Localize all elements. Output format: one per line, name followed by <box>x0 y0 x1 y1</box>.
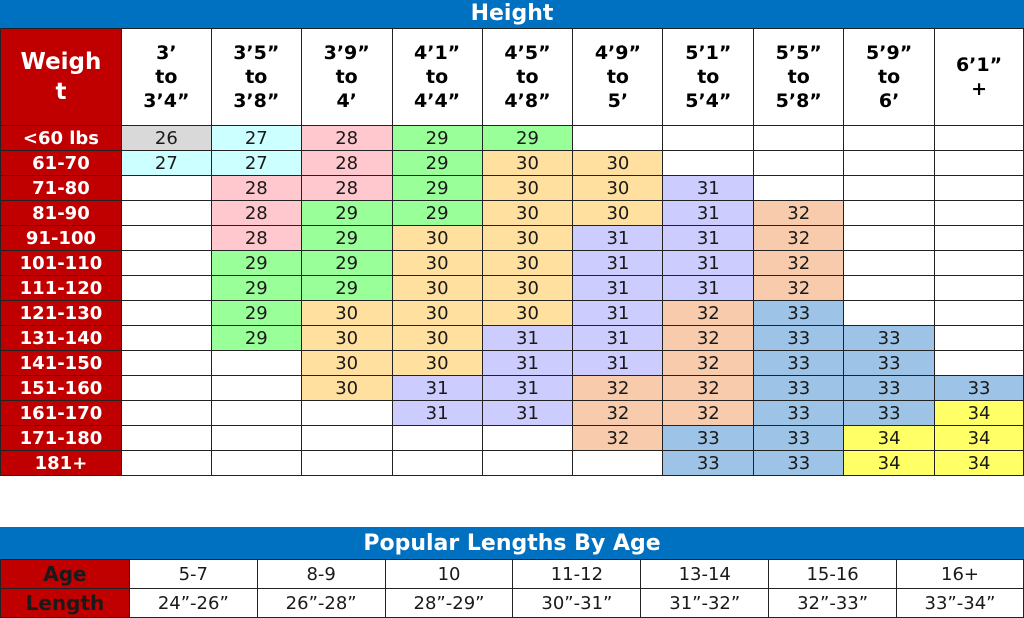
empty-cell <box>844 276 935 301</box>
size-cell: 32 <box>754 201 844 226</box>
size-chart-table <box>0 28 1024 476</box>
size-cell: 30 <box>301 351 392 376</box>
empty-cell <box>844 176 935 201</box>
age-cell: 13-14 <box>641 560 769 589</box>
size-cell: 33 <box>935 376 1024 401</box>
size-cell: 32 <box>754 226 844 251</box>
size-cell: 31 <box>482 376 573 401</box>
empty-cell <box>121 326 211 351</box>
size-cell: 30 <box>392 301 482 326</box>
size-cell: 29 <box>301 226 392 251</box>
size-cell: 28 <box>211 226 301 251</box>
height-column-header: 4’5” to 4’8” <box>482 29 573 126</box>
weight-row <box>1 401 1024 426</box>
height-column-header: 6’1” + <box>935 29 1024 126</box>
chart-title: Height <box>470 1 554 26</box>
weight-row <box>1 326 1024 351</box>
size-cell: 29 <box>482 126 573 151</box>
empty-cell <box>935 326 1024 351</box>
weight-row-label: <60 lbs <box>1 126 122 151</box>
empty-cell <box>935 176 1024 201</box>
size-cell: 31 <box>663 226 754 251</box>
empty-cell <box>392 451 482 476</box>
size-cell: 34 <box>935 426 1024 451</box>
age-length-table <box>0 559 1024 618</box>
age-cell: 15-16 <box>769 560 897 589</box>
size-cell: 30 <box>482 276 573 301</box>
empty-cell <box>844 226 935 251</box>
empty-cell <box>211 351 301 376</box>
height-column-header: 3’9” to 4’ <box>301 29 392 126</box>
size-cell: 29 <box>211 251 301 276</box>
size-cell: 31 <box>573 351 663 376</box>
size-cell: 28 <box>301 126 392 151</box>
size-cell: 30 <box>392 276 482 301</box>
empty-cell <box>211 376 301 401</box>
size-cell: 33 <box>754 401 844 426</box>
weight-row <box>1 276 1024 301</box>
size-cell: 32 <box>754 251 844 276</box>
size-cell: 30 <box>392 351 482 376</box>
size-cell: 30 <box>301 376 392 401</box>
size-cell: 31 <box>573 326 663 351</box>
size-cell: 30 <box>482 301 573 326</box>
size-cell: 28 <box>211 176 301 201</box>
size-cell: 27 <box>211 126 301 151</box>
size-cell: 28 <box>301 176 392 201</box>
length-cell: 32”-33” <box>769 589 897 618</box>
size-cell: 34 <box>935 451 1024 476</box>
empty-cell <box>301 426 392 451</box>
size-cell: 33 <box>754 451 844 476</box>
size-cell: 33 <box>754 301 844 326</box>
size-cell: 30 <box>482 226 573 251</box>
weight-row-label: 91-100 <box>1 226 122 251</box>
height-column-header: 3’5” to 3’8” <box>211 29 301 126</box>
length-cell: 31”-32” <box>641 589 769 618</box>
length-cell: 28”-29” <box>385 589 513 618</box>
size-cell: 30 <box>392 226 482 251</box>
empty-cell <box>935 301 1024 326</box>
size-cell: 31 <box>482 401 573 426</box>
size-cell: 29 <box>392 126 482 151</box>
empty-cell <box>301 401 392 426</box>
length-cell: 33”-34” <box>897 589 1024 618</box>
empty-cell <box>935 226 1024 251</box>
size-cell: 29 <box>301 201 392 226</box>
empty-cell <box>935 151 1024 176</box>
empty-cell <box>121 451 211 476</box>
size-cell: 33 <box>663 426 754 451</box>
empty-cell <box>392 426 482 451</box>
empty-cell <box>121 351 211 376</box>
age-title-bar <box>0 527 1024 559</box>
empty-cell <box>844 201 935 226</box>
weight-row <box>1 151 1024 176</box>
age-cell: 5-7 <box>129 560 257 589</box>
size-cell: 30 <box>301 326 392 351</box>
empty-cell <box>301 451 392 476</box>
size-cell: 33 <box>844 326 935 351</box>
size-cell: 30 <box>482 201 573 226</box>
size-cell: 33 <box>754 376 844 401</box>
weight-row <box>1 126 1024 151</box>
size-cell: 31 <box>573 301 663 326</box>
age-cell: 10 <box>385 560 513 589</box>
empty-cell <box>121 201 211 226</box>
weight-row <box>1 376 1024 401</box>
weight-row <box>1 251 1024 276</box>
size-cell: 29 <box>211 301 301 326</box>
weight-row-label: 141-150 <box>1 351 122 376</box>
empty-cell <box>211 401 301 426</box>
size-cell: 32 <box>663 401 754 426</box>
empty-cell <box>121 301 211 326</box>
empty-cell <box>844 151 935 176</box>
weight-row-label: 61-70 <box>1 151 122 176</box>
age-row <box>1 560 1024 589</box>
height-column-header: 4’9” to 5’ <box>573 29 663 126</box>
size-cell: 31 <box>663 251 754 276</box>
size-cell: 27 <box>211 151 301 176</box>
weight-row <box>1 176 1024 201</box>
empty-cell <box>573 451 663 476</box>
empty-cell <box>663 151 754 176</box>
size-cell: 31 <box>573 226 663 251</box>
size-cell: 28 <box>211 201 301 226</box>
empty-cell <box>935 351 1024 376</box>
weight-row <box>1 351 1024 376</box>
empty-cell <box>121 251 211 276</box>
size-cell: 30 <box>482 151 573 176</box>
size-cell: 28 <box>301 151 392 176</box>
height-column-header: 5’9” to 6’ <box>844 29 935 126</box>
size-cell: 34 <box>844 451 935 476</box>
empty-cell <box>844 301 935 326</box>
size-cell: 31 <box>573 276 663 301</box>
size-cell: 33 <box>844 401 935 426</box>
weight-row <box>1 201 1024 226</box>
size-cell: 29 <box>392 201 482 226</box>
empty-cell <box>754 126 844 151</box>
empty-cell <box>482 426 573 451</box>
length-cell: 30”-31” <box>513 589 641 618</box>
weight-row <box>1 301 1024 326</box>
size-cell: 30 <box>573 151 663 176</box>
empty-cell <box>935 251 1024 276</box>
size-cell: 34 <box>844 426 935 451</box>
empty-cell <box>211 451 301 476</box>
length-row <box>1 589 1024 618</box>
size-cell: 30 <box>392 326 482 351</box>
size-cell: 32 <box>573 426 663 451</box>
size-chart-body <box>1 126 1024 476</box>
size-cell: 33 <box>754 351 844 376</box>
size-cell: 33 <box>844 351 935 376</box>
size-cell: 30 <box>573 176 663 201</box>
size-cell: 32 <box>573 376 663 401</box>
size-cell: 31 <box>482 351 573 376</box>
height-column-header: 4’1” to 4’4” <box>392 29 482 126</box>
length-cell: 24”-26” <box>129 589 257 618</box>
weight-header: Weigh t <box>1 29 122 126</box>
empty-cell <box>121 226 211 251</box>
empty-cell <box>482 451 573 476</box>
size-cell: 32 <box>573 401 663 426</box>
age-cell: 11-12 <box>513 560 641 589</box>
size-cell: 29 <box>211 276 301 301</box>
weight-row-label: 131-140 <box>1 326 122 351</box>
size-cell: 32 <box>663 301 754 326</box>
empty-cell <box>121 276 211 301</box>
size-cell: 33 <box>754 326 844 351</box>
weight-row-label: 71-80 <box>1 176 122 201</box>
weight-row-label: 161-170 <box>1 401 122 426</box>
size-cell: 33 <box>663 451 754 476</box>
size-cell: 29 <box>211 326 301 351</box>
size-cell: 30 <box>392 251 482 276</box>
weight-row-label: 121-130 <box>1 301 122 326</box>
size-cell: 31 <box>392 376 482 401</box>
empty-cell <box>844 251 935 276</box>
empty-cell <box>844 126 935 151</box>
size-cell: 31 <box>392 401 482 426</box>
age-cell: 8-9 <box>257 560 385 589</box>
height-column-header: 5’5” to 5’8” <box>754 29 844 126</box>
size-cell: 27 <box>121 151 211 176</box>
length-label: Length <box>1 589 130 618</box>
size-cell: 30 <box>482 251 573 276</box>
size-cell: 31 <box>663 176 754 201</box>
size-cell: 31 <box>573 251 663 276</box>
size-cell: 32 <box>663 376 754 401</box>
empty-cell <box>935 201 1024 226</box>
empty-cell <box>211 426 301 451</box>
size-cell: 30 <box>573 201 663 226</box>
size-cell: 29 <box>392 176 482 201</box>
size-cell: 33 <box>754 426 844 451</box>
empty-cell <box>121 376 211 401</box>
empty-cell <box>935 126 1024 151</box>
empty-cell <box>754 176 844 201</box>
height-header-row <box>1 29 1024 126</box>
weight-row-label: 101-110 <box>1 251 122 276</box>
age-cell: 16+ <box>897 560 1024 589</box>
weight-row-label: 181+ <box>1 451 122 476</box>
size-cell: 31 <box>482 326 573 351</box>
empty-cell <box>121 176 211 201</box>
weight-row <box>1 426 1024 451</box>
size-cell: 29 <box>301 251 392 276</box>
age-label: Age <box>1 560 130 589</box>
weight-row <box>1 226 1024 251</box>
size-cell: 30 <box>301 301 392 326</box>
size-cell: 34 <box>935 401 1024 426</box>
length-cell: 26”-28” <box>257 589 385 618</box>
height-column-header: 5’1” to 5’4” <box>663 29 754 126</box>
size-cell: 29 <box>392 151 482 176</box>
age-table-title: Popular Lengths By Age <box>363 531 661 556</box>
empty-cell <box>121 401 211 426</box>
height-column-header: 3’ to 3’4” <box>121 29 211 126</box>
size-cell: 30 <box>482 176 573 201</box>
size-cell: 32 <box>754 276 844 301</box>
empty-cell <box>935 276 1024 301</box>
weight-row <box>1 451 1024 476</box>
empty-cell <box>663 126 754 151</box>
size-cell: 32 <box>663 351 754 376</box>
size-cell: 26 <box>121 126 211 151</box>
size-cell: 29 <box>301 276 392 301</box>
size-cell: 31 <box>663 276 754 301</box>
weight-row-label: 171-180 <box>1 426 122 451</box>
empty-cell <box>754 151 844 176</box>
weight-row-label: 81-90 <box>1 201 122 226</box>
height-title-bar <box>0 0 1024 28</box>
size-cell: 31 <box>663 201 754 226</box>
empty-cell <box>121 426 211 451</box>
empty-cell <box>573 126 663 151</box>
weight-row-label: 111-120 <box>1 276 122 301</box>
weight-row-label: 151-160 <box>1 376 122 401</box>
size-cell: 33 <box>844 376 935 401</box>
size-cell: 32 <box>663 326 754 351</box>
